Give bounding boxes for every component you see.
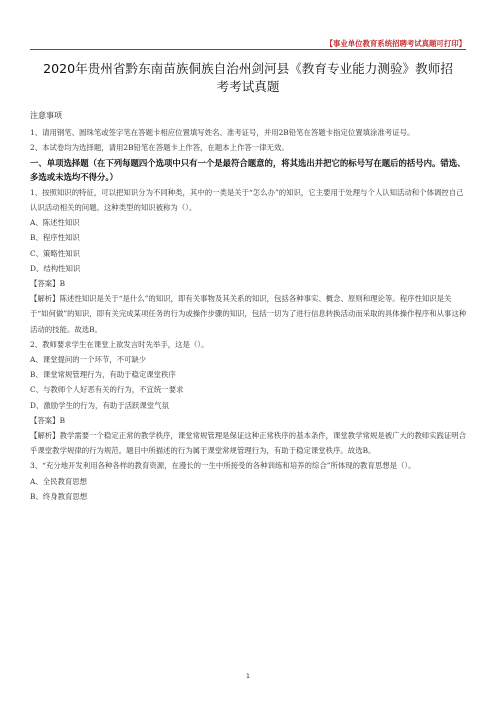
notice-item-2: 2、本试卷均为选择题，请用2B铅笔在答题卡上作答，在题本上作答一律无效。 [30, 143, 289, 153]
page-title [30, 60, 466, 96]
question-2-option-b: B、课堂常规管理行为，有助于稳定课堂秩序 [30, 370, 176, 380]
question-1-stem: 1、按照知识的特征，可以把知识分为不同种类，其中的一类是关于“怎么办”的知识，它主要用于处理与个人认知活动和个体调控自己认识活动相关的问题。这种类型的知识被称为（）。 [30, 187, 464, 212]
title-line-2: 考考试真题 [216, 79, 280, 94]
question-3-option-b: B、终身教育思想 [30, 491, 88, 501]
question-1-option-b: B、程序性知识 [30, 233, 80, 243]
question-1-option-a: A、陈述性知识 [30, 218, 80, 228]
notice-heading: 注意事项 [30, 111, 62, 120]
question-2-option-d: D、激励学生的行为，有助于活跃课堂气氛 [30, 400, 169, 410]
question-2-stem: 2、教师要求学生在课堂上欲发言时先举手，这是（）。 [30, 339, 209, 349]
question-1-answer: 【答案】B [30, 279, 65, 289]
notice-item-1: 1、请用钢笔、圆珠笔或签字笔在答题卡相应位置填写姓名、准考证号，并用2B铅笔在答题卡指定位置填涂准考证号。 [30, 128, 415, 138]
header-rule [30, 49, 466, 50]
question-2-option-c: C、与教师个人好恶有关的行为，不宜统一要求 [30, 385, 184, 395]
question-1-option-d: D、结构性知识 [30, 263, 81, 273]
section-heading: 一、单项选择题（在下列每题四个选项中只有一个是最符合题意的，将其选出并把它的标号写在题后的括号内。错选、多选或未选均不得分。） [30, 157, 466, 183]
question-2-option-a: A、课堂提问的一个环节，不可缺少 [30, 355, 147, 365]
question-2-answer: 【答案】B [30, 415, 65, 425]
question-3-option-a: A、全民教育思想 [30, 476, 88, 486]
question-2-analysis: 【解析】教学需要一个稳定正常的教学秩序，课堂常规管理是保证这种正常秩序的基本条件，课堂教学常规是被广大的教师实践证明合乎课堂教学规律的行为规范。题目中所描述的行为属于课堂常规管理行为，有助于稳定课堂秩序。故选B。 [30, 431, 467, 456]
page-number: 1 [245, 672, 251, 680]
header-tag: 【事业单位教育系统招聘考试真题可打印】 [325, 39, 466, 48]
question-3-stem: 3、“充分地开发利用各种各样的教育资源，在漫长的一生中所接受的各种训练和培养的综合”所体现的教育思想是（）。 [30, 461, 416, 471]
question-1-analysis: 【解析】陈述性知识是关于“是什么”的知识，即有关事物及其关系的知识，包括各种事实、概念、原则和理论等。程序性知识是关于“如何做”的知识，即有关完成某项任务的行为或操作步骤的知识，包括一切为了进行信息转换活动而采取的具体操作程序和从事这种活动的技能。故选B。 [30, 294, 467, 334]
document-body [30, 108, 467, 504]
title-line-1: 2020年贵州省黔东南苗族侗族自治州剑河县《教育专业能力测验》教师招 [43, 61, 453, 76]
question-1-option-c: C、策略性知识 [30, 248, 80, 258]
